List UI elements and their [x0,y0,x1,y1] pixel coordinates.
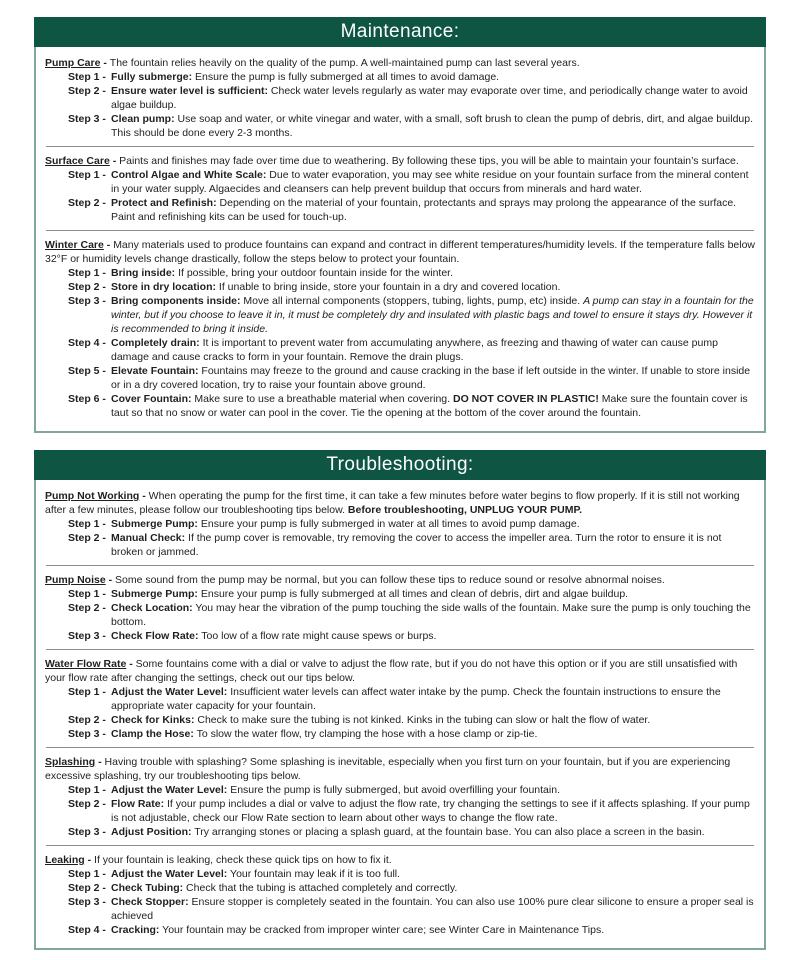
text-segment: Clean pump: [111,113,175,125]
topic-dash: - [126,658,136,670]
text-segment: Adjust the Water Level: [111,686,228,698]
text-segment: Elevate Fountain: [111,365,199,377]
step-row [68,881,755,895]
topic-intro-text [110,57,580,69]
topic-intro [45,755,755,783]
text-segment: Check Location: [111,602,193,614]
step-row [68,112,755,140]
text-segment: Cracking: [111,924,160,936]
text-segment: Check Tubing: [111,882,184,894]
topic-intro [45,56,755,70]
text-segment: Submerge Pump: [111,518,198,530]
text-segment: Cover Fountain: [111,393,192,405]
step-row [68,84,755,112]
text-segment: Having trouble with splashing? Some splashing is inevitable, especially when you first turn on your fountain, but if you are experiencing excessive splashing, try our troubleshooting tips below. [45,756,731,782]
step-row [68,336,755,364]
text-segment: A pump can stay in a fountain for the winter, but if you choose to leave it in, it must be completely dry and insulated with plastic bags and towel to ensure it stays dry. However it is recommended to bring it inside. [111,295,754,335]
step-row [68,601,755,629]
text-segment: Make sure to use a breathable material when covering. [191,393,453,405]
text-segment: Clamp the Hose: [111,728,194,740]
topic-group [45,573,755,643]
steps-list [68,587,755,643]
topic-intro-text [115,574,665,586]
text-segment: Depending on the material of your fountain, protectants and sprays may prolong the appearance of the surface. Paint and refinishing kits can be used for touch-up. [111,197,737,223]
step-label: Step 1 - [68,686,106,698]
text-segment: Check that the tubing is attached completely and correctly. [183,882,458,894]
text-segment: DO NOT COVER IN PLASTIC! [452,393,599,405]
step-row [68,70,755,84]
topic-heading: Leaking [45,854,85,866]
step-label: Step 2 - [68,602,106,614]
step-row [68,266,755,280]
step-row [68,783,755,797]
topic-dash: - [100,57,110,69]
step-label: Step 1 - [68,784,106,796]
step-text [106,629,755,643]
topic-group [45,238,755,420]
text-segment: Some fountains come with a dial or valve to adjust the flow rate, but if you do not have this option or if you are still unsatisfied with your flow rate after changing the settings, check out our tips below. [45,658,738,684]
text-segment: Some sound from the pump may be normal, but you can follow these tips to reduce sound or resolve abnormal noises. [115,574,665,586]
topic-heading: Pump Care [45,57,101,69]
text-segment: Your fountain may be cracked from improper winter care; see Winter Care in Maintenance Tips. [159,924,605,936]
step-label: Step 1 - [68,71,106,83]
topic-dash: - [103,239,114,251]
topic-dash: - [84,854,95,866]
step-label: Step 3 - [68,728,106,740]
step-row [68,727,755,741]
step-text [106,713,755,727]
text-segment: Try arranging stones or placing a splash guard, at the fountain base. You can also place a screen in the basin. [191,826,705,838]
topic-intro-text [94,854,392,866]
text-segment: When operating the pump for the first time, it can take a few minutes before water begins to flow properly. If it is still not working after a few minutes, please follow our troubleshooting tips below. [45,490,740,516]
step-text [106,531,755,559]
text-segment: Fully submerge: [111,71,193,83]
text-segment: Check for Kinks: [111,714,195,726]
step-label: Step 2 - [68,85,106,97]
text-segment: It is important to prevent water from accumulating anywhere, as freezing and thawing of water can cause pump damage and cause cracks to form in your fountain. Remove the drain plugs. [111,337,718,363]
step-text [106,881,755,895]
text-segment: Manual Check: [111,532,186,544]
steps-list [68,266,755,420]
topic-heading: Pump Not Working [45,490,140,502]
section-divider [46,146,754,147]
step-text [106,825,755,839]
text-segment: To slow the water flow, try clamping the hose with a hose clamp or zip-tie. [193,728,538,740]
text-segment: Check to make sure the tubing is not kinked. Kinks in the tubing can slow or halt the flow of water. [194,714,651,726]
text-segment: Adjust the Water Level: [111,868,228,880]
topic-group [45,755,755,839]
topic-heading: Splashing [45,756,96,768]
text-segment: If the pump cover is removable, try removing the cover to access the impeller area. Turn the rotor to ensure it is not broken or jammed. [111,532,722,558]
section-divider [46,230,754,231]
topic-heading: Winter Care [45,239,104,251]
step-text [106,685,755,713]
step-text [106,336,755,364]
text-segment: Store in dry location: [111,281,217,293]
step-text [106,364,755,392]
text-segment: Check water levels regularly as water may evaporate over time, and periodically change water to avoid algae buildup. [111,85,748,111]
step-label: Step 1 - [68,518,106,530]
text-segment: Control Algae and White Scale: [111,169,267,181]
step-text [106,392,755,420]
text-segment: You may hear the vibration of the pump touching the side walls of the fountain. Make sure the pump is only touching the bottom. [111,602,751,628]
section-divider [46,565,754,566]
section-title: Maintenance: [340,21,460,42]
step-label: Step 2 - [68,882,106,894]
step-row [68,867,755,881]
step-label: Step 3 - [68,826,106,838]
text-segment: Ensure the pump is fully submerged at all times to avoid damage. [192,71,500,83]
topic-intro [45,154,755,168]
text-segment: Check Stopper: [111,896,189,908]
step-label: Step 3 - [68,113,106,125]
step-label: Step 2 - [68,714,106,726]
step-label: Step 6 - [68,393,106,405]
topic-intro-text [45,756,730,782]
step-row [68,196,755,224]
topic-dash: - [105,574,116,586]
text-segment: Protect and Refinish: [111,197,217,209]
text-segment: Move all internal components (stoppers, tubing, lights, pump, etc) inside. [240,295,584,307]
step-label: Step 2 - [68,798,106,810]
steps-list [68,783,755,839]
step-row [68,713,755,727]
step-label: Step 1 - [68,588,106,600]
section-divider [46,845,754,846]
step-label: Step 3 - [68,630,106,642]
step-text [106,587,755,601]
text-segment: Submerge Pump: [111,588,198,600]
text-segment: Ensure your pump is fully submerged in water at all times to avoid pump damage. [197,518,580,530]
step-row [68,294,755,336]
topic-dash: - [95,756,105,768]
step-text [106,923,755,937]
step-row [68,685,755,713]
text-segment: Insufficient water levels can affect water intake by the pump. Check the fountain instructions to ensure the appropriate water capacity for your fountain. [111,686,721,712]
topic-intro [45,657,755,685]
section-divider [46,747,754,748]
text-segment: Ensure stopper is completely seated in the fountain. You can also use 100% pure clear silicone to ensure a proper seal is achieved [111,896,754,922]
topic-intro [45,573,755,587]
step-label: Step 1 - [68,868,106,880]
text-segment: Use soap and water, or white vinegar and water, with a small, soft brush to clean the pump of debris, dirt, and algae buildup. This should be done every 2-3 months. [111,113,754,139]
text-segment: Fountains may freeze to the ground and cause cracking in the base if left outside in the winter. If unable to store inside or in a dry covered location, try to raise your fountain above ground. [111,365,751,391]
step-text [106,112,755,140]
text-segment: Ensure water level is sufficient: [111,85,268,97]
text-segment: Completely drain: [111,337,200,349]
text-segment: Due to water evaporation, you may see white residue on your fountain surface from the mineral content in your water supply. Algaecides and cleansers can help prevent buildup that occurs from minerals and hard water. [111,169,749,195]
section [34,17,766,433]
steps-list [68,685,755,741]
steps-list [68,70,755,140]
text-segment: Flow Rate: [111,798,165,810]
step-label: Step 2 - [68,281,106,293]
topic-intro [45,238,755,266]
text-segment: If your pump includes a dial or valve to adjust the flow rate, try changing the settings to see if it affects splashing. If your pump is not adjustable, check our Flow Rate section to learn about other ways to change the flow rate. [111,798,750,824]
topic-intro [45,489,755,517]
step-text [106,168,755,196]
step-label: Step 4 - [68,337,106,349]
section-body [34,480,766,950]
step-label: Step 4 - [68,924,106,936]
topic-intro-text [45,239,755,265]
topic-group [45,154,755,224]
topic-heading: Surface Care [45,155,110,167]
step-row [68,587,755,601]
text-segment: Too low of a flow rate might cause spews or burps. [198,630,437,642]
step-row [68,364,755,392]
step-text [106,196,755,224]
section-header [34,450,766,480]
step-text [106,867,755,881]
topic-intro-text [45,658,737,684]
step-row [68,923,755,937]
text-segment: If possible, bring your outdoor fountain inside for the winter. [175,267,454,279]
step-text [106,727,755,741]
step-row [68,392,755,420]
step-text [106,280,755,294]
step-text [106,294,755,336]
step-row [68,629,755,643]
step-row [68,825,755,839]
section [34,450,766,950]
topic-heading: Pump Noise [45,574,106,586]
text-segment: Check Flow Rate: [111,630,199,642]
text-segment: Ensure the pump is fully submerged, but avoid overfilling your fountain. [227,784,560,796]
step-text [106,797,755,825]
topic-group [45,853,755,937]
step-row [68,895,755,923]
text-segment: If your fountain is leaking, check these quick tips on how to fix it. [94,854,392,866]
text-segment: Adjust Position: [111,826,192,838]
step-label: Step 3 - [68,896,106,908]
steps-list [68,517,755,559]
step-text [106,601,755,629]
topic-intro-text [45,490,740,516]
text-segment: Make sure the fountain cover is taut so that no snow or water can pool in the cover. Tie the opening at the bottom of the cover around the fountain. [111,393,748,419]
section-divider [46,649,754,650]
text-segment: Paints and finishes may fade over time due to weathering. By following these tips, you will be able to maintain your fountain’s surface. [119,155,739,167]
topic-dash: - [109,155,120,167]
step-label: Step 1 - [68,267,106,279]
steps-list [68,168,755,224]
step-label: Step 1 - [68,169,106,181]
text-segment: Ensure your pump is fully submerged at all times and clean of debris, dirt and algae buildup. [197,588,629,600]
topic-group [45,489,755,559]
step-label: Step 2 - [68,197,106,209]
section-title: Troubleshooting: [326,454,474,475]
text-segment: If unable to bring inside, store your fountain in a dry and covered location. [216,281,561,293]
step-text [106,70,755,84]
step-label: Step 3 - [68,295,106,307]
steps-list [68,867,755,937]
step-label: Step 2 - [68,532,106,544]
step-text [106,517,755,531]
text-segment: Before troubleshooting, UNPLUG YOUR PUMP. [347,504,583,516]
step-text [106,895,755,923]
step-row [68,168,755,196]
topic-group [45,56,755,140]
text-segment: Adjust the Water Level: [111,784,228,796]
topic-intro [45,853,755,867]
step-row [68,531,755,559]
topic-heading: Water Flow Rate [45,658,127,670]
section-body [34,47,766,433]
step-text [106,266,755,280]
text-segment: Your fountain may leak if it is too full. [227,868,401,880]
section-header [34,17,766,47]
topic-intro-text [119,155,739,167]
text-segment: Bring components inside: [111,295,241,307]
step-label: Step 5 - [68,365,106,377]
step-text [106,783,755,797]
text-segment: The fountain relies heavily on the quality of the pump. A well-maintained pump can last several years. [109,57,580,69]
text-segment: Many materials used to produce fountains can expand and contract in different temperatures/humidity levels. If the temperature falls below 32°F or humidity levels change drastically, follow the steps below to protect your fountain. [45,239,756,265]
topic-group [45,657,755,741]
step-row [68,280,755,294]
step-row [68,797,755,825]
topic-dash: - [139,490,149,502]
step-text [106,84,755,112]
text-segment: Bring inside: [111,267,176,279]
step-row [68,517,755,531]
